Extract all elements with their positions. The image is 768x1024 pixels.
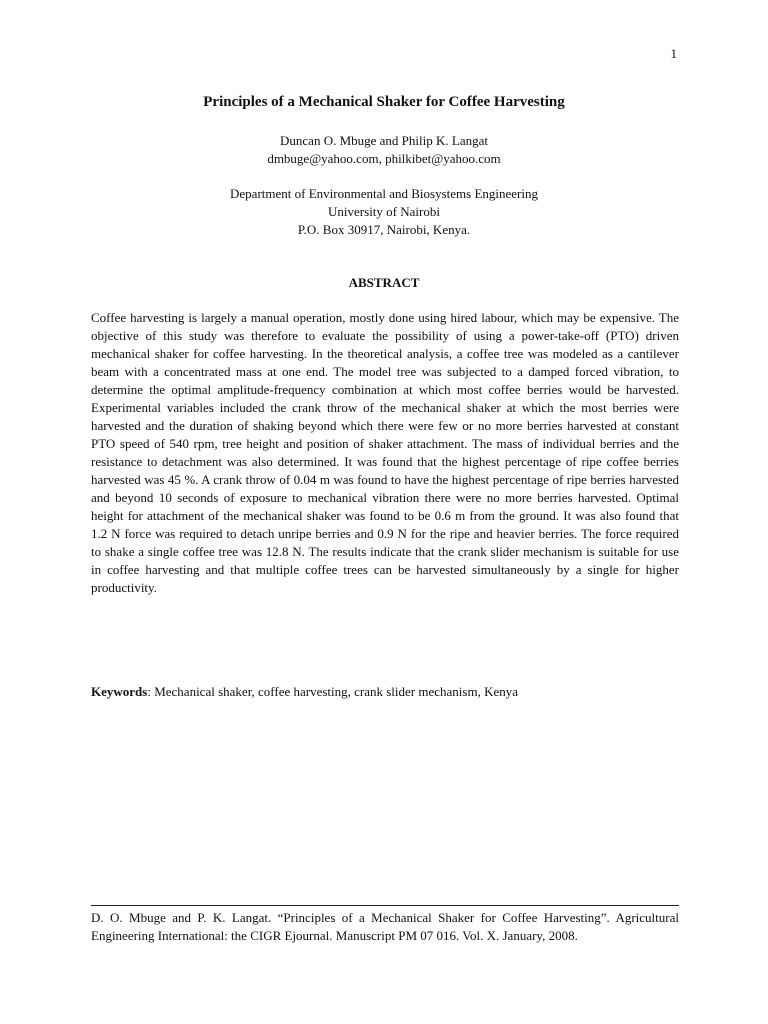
university: University of Nairobi (328, 204, 440, 219)
citation-footer: D. O. Mbuge and P. K. Langat. “Principles of a Mechanical Shaker for Coffee Harvesting”. Agricultural Engineering International: the CIGR Ejournal. Manuscript PM 07 016. Vol. X. January, 2008. (91, 910, 679, 943)
paper-title: Principles of a Mechanical Shaker for Coffee Harvesting (203, 94, 565, 110)
keywords-line (91, 684, 518, 700)
abstract-heading: ABSTRACT (348, 275, 420, 290)
page-number: 1 (670, 46, 677, 61)
keywords-text: : Mechanical shaker, coffee harvesting, crank slider mechanism, Kenya (147, 684, 519, 699)
footer-divider (91, 905, 679, 906)
department: Department of Environmental and Biosystems Engineering (230, 186, 538, 201)
keywords-label: Keywords (91, 684, 148, 699)
authors: Duncan O. Mbuge and Philip K. Langat (280, 133, 488, 148)
abstract-body: Coffee harvesting is largely a manual operation, mostly done using hired labour, which may be expensive. The objective of this study was therefore to evaluate the possibility of using a power-take-off (PTO) driven mechanical shaker for coffee harvesting. In the theoretical analysis, a coffee tree was modeled as a cantilever beam with a concentrated mass at one end. The model tree was subjected to a damped forced vibration, to determine the optimal amplitude-frequency combination at which most coffee berries would be harvested. Experimental variables included the crank throw of the mechanical shaker at which the most berries were harvested and the duration of shaking beyond which there were few or no more berries harvested at constant PTO speed of 540 rpm, tree height and position of shaker attachment. The mass of individual berries and the resistance to detachment was also determined. It was found that the highest percentage of ripe coffee berries harvested was 45 %. A crank throw of 0.04 m was found to have the highest percentage of ripe berries harvested and beyond 10 seconds of exposure to mechanical vibration there were no more berries harvested. Optimal height for attachment of the mechanical shaker was found to be 0.6 m from the ground. It was also found that 1.2 N force was required to detach unripe berries and 0.9 N for the ripe and heavier berries. The force required to shake a single coffee tree was 12.8 N. The results indicate that the crank slider mechanism is suitable for use in coffee harvesting and that multiple coffee trees can be harvested simultaneously by a single for higher productivity. (91, 310, 679, 595)
postal-address: P.O. Box 30917, Nairobi, Kenya. (297, 222, 471, 237)
author-emails: dmbuge@yahoo.com, philkibet@yahoo.com (267, 151, 501, 166)
